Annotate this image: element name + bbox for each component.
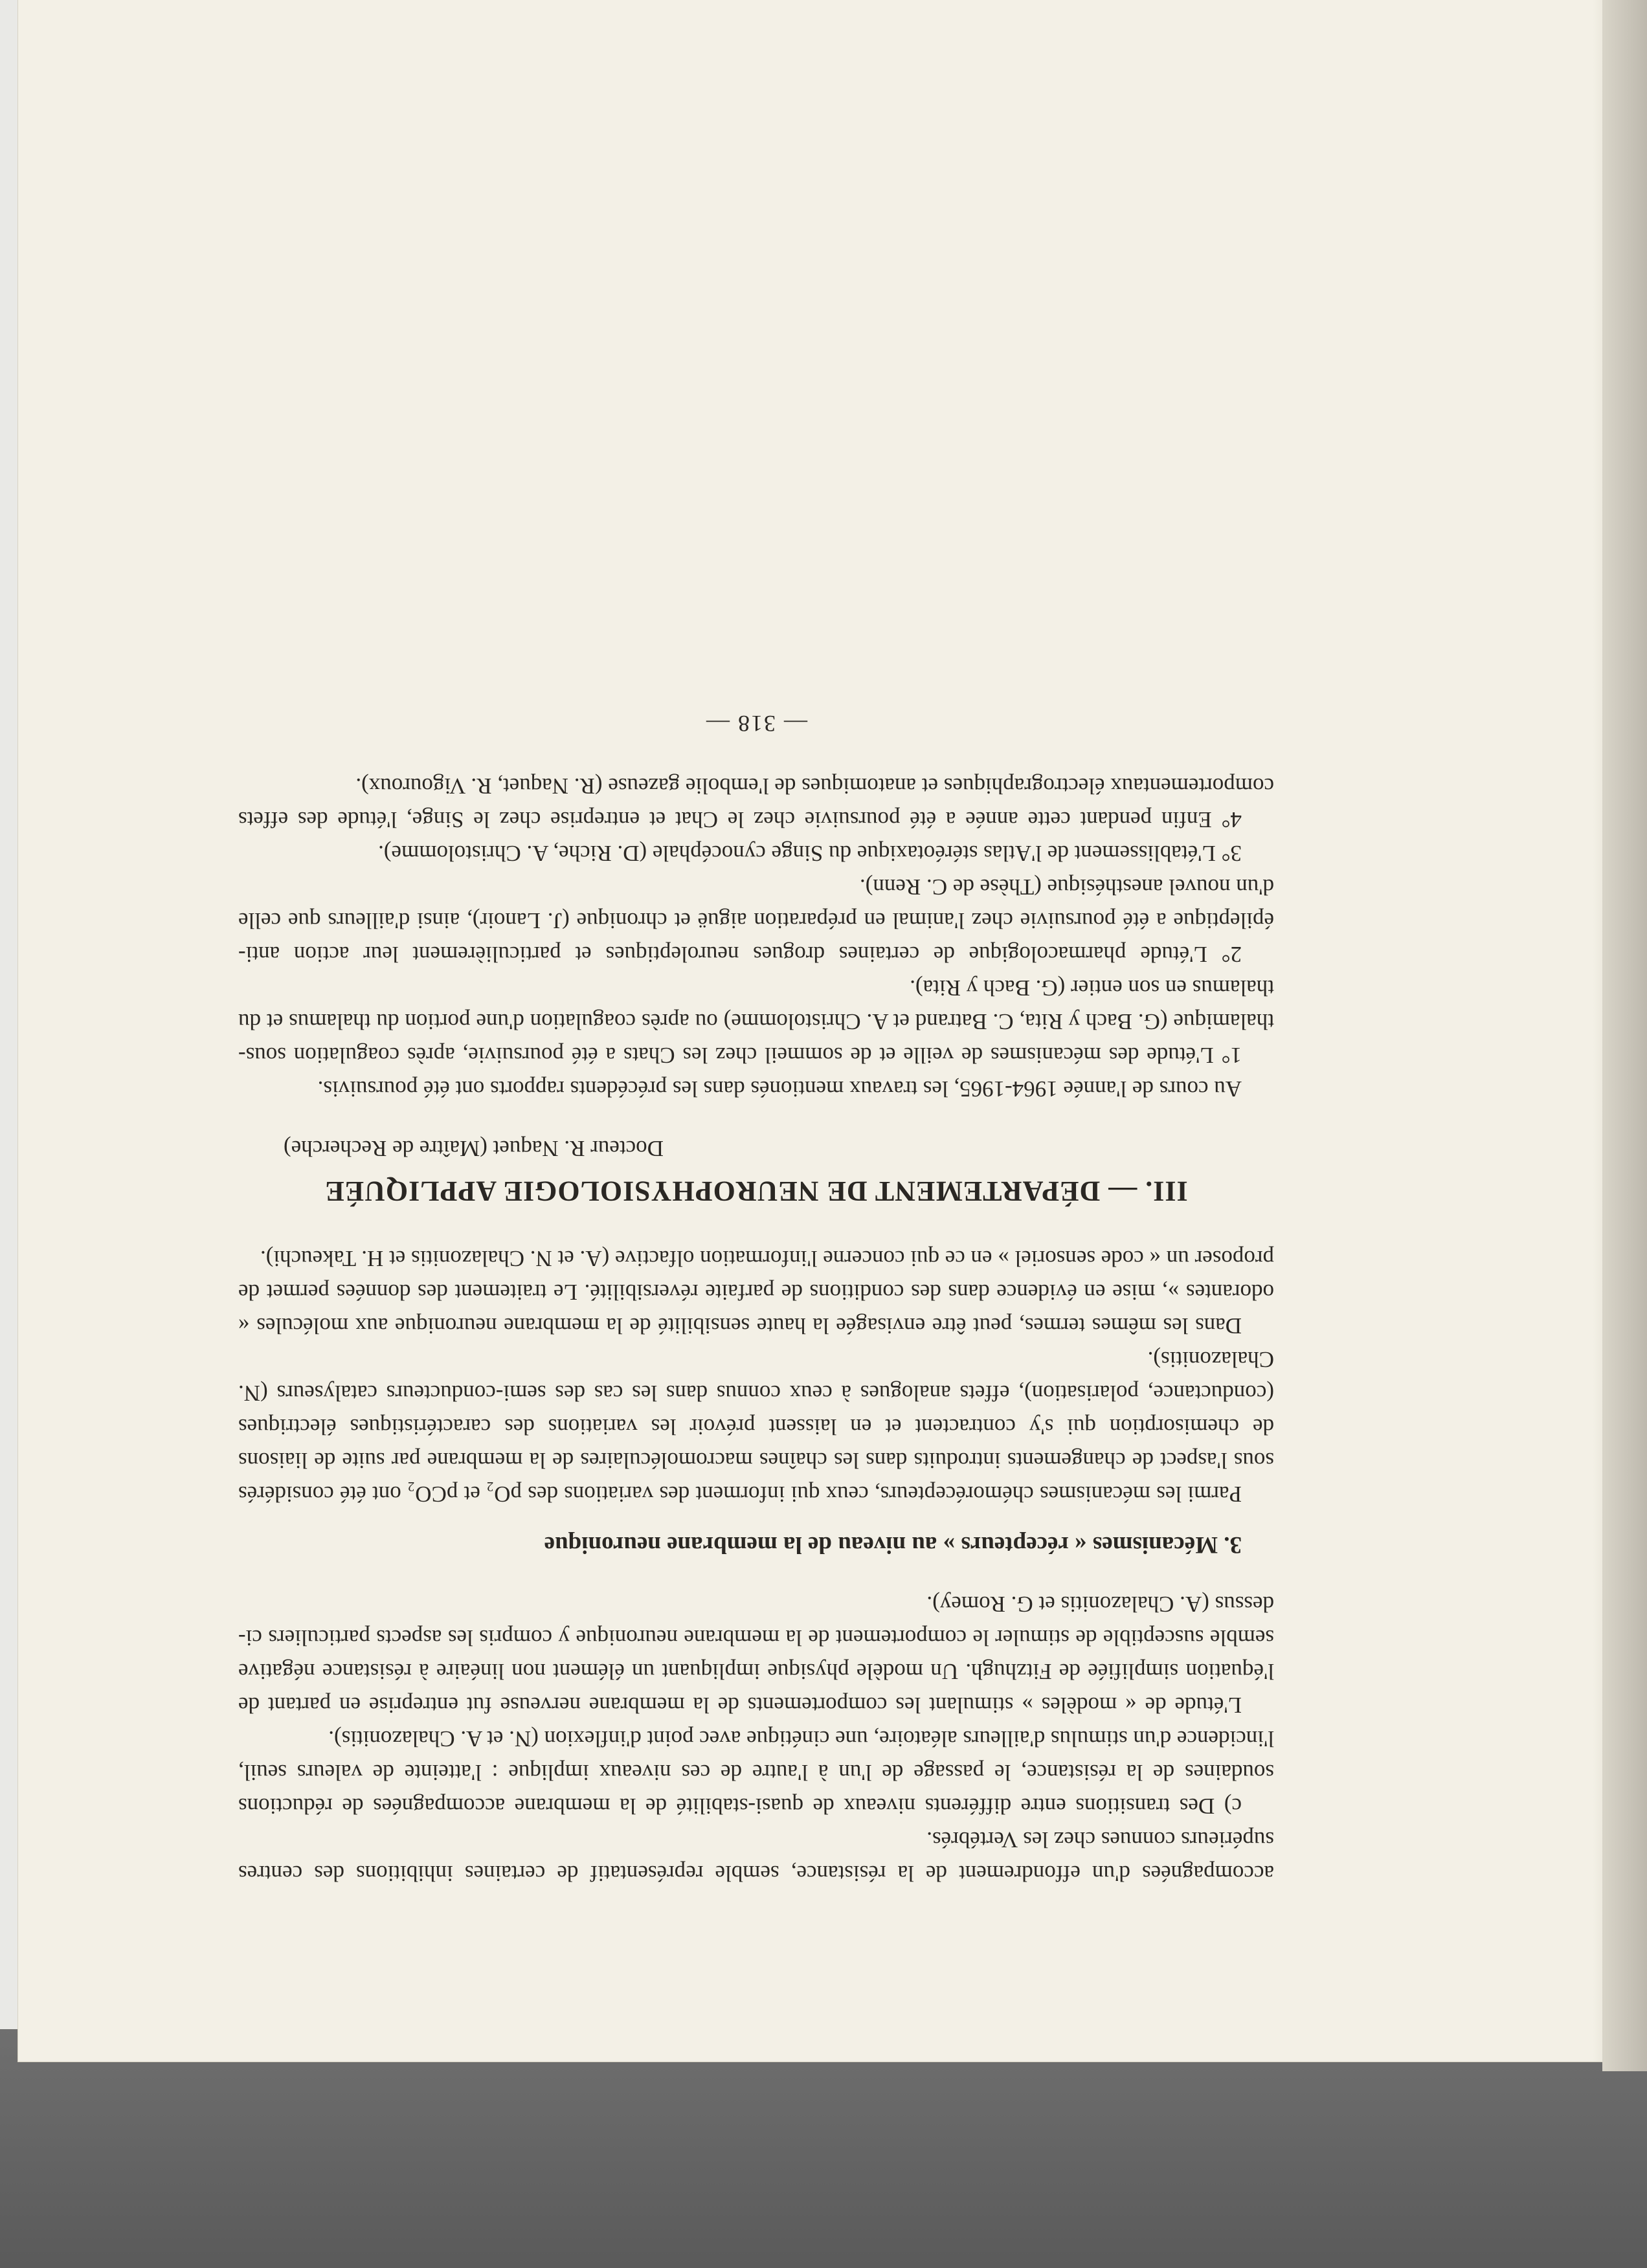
paragraph-top-2: L'étude de « modèles » stimulant les comportements de la membrane nerveuse fut entreprise en partant de l'équation simplifiée de Fitzhugh. Un modèle physique impliquant un élément non linéaire à résistance négative semble susceptible de stimuler le comportement de la membrane neuronique y compris les aspects particuliers ci-dessus (A. Chalazonitis et G. Romey). — [238, 1592, 1274, 1718]
paragraph-top-1: c) Des transitions entre différents niveaux de quasi-stabilité de la membrane accompagnées de réductions soudaines de la résistance, le passage de l'un à l'autre de ces niveaux implique : l'atteinte de valeurs seuil, l'incidence d'un stimulus d'ailleurs aléatoire, une cinétique avec point d'inflexion (N. et A. Chalazonitis). — [238, 1726, 1274, 1819]
paragraph-bottom-2: 2° L'étude pharmacologique de certaines drogues neuroleptiques et particulièrement leur action anti-épileptique a été poursuivie chez l'animal en préparation aiguë et chronique (J. Lanoir), ainsi d'ailleurs que celle d'un nouvel anesthésique (Thèse de C. Renn). — [238, 874, 1274, 967]
paragraph-bottom-1: 1° L'étude des mécanismes de veille et de sommeil chez les Chats a été poursuivie, après coagulation sous-thalamique (G. Bach y Rita, C. Batrand et A. Christolomme) ou après coagulation d'une portion du thalamus et du thalamus en son entier (G. Bach y Rita). — [238, 975, 1274, 1068]
paragraph-bottom-0: Au cours de l'année 1964-1965, les travaux mentionés dans les précédents rapports ont été poursuivis. — [317, 1076, 1242, 1102]
paragraph-top-0: accompagnées d'un effondrement de la résistance, semble représentatif de certaines inhibitions des centres supérieurs connues chez les Vertébrés. — [238, 1827, 1274, 1886]
paragraph-mid-0: Parmi les mécanismes chémorécepteurs, ceux qui informent des variations des pO₂ et pCO₂ ont été considérés sous l'aspect de changements introduits dans les chaînes macromoléculaires de la membrane par suite de liaisons de chemisorption qui s'y contractent et en laissent prévoir les variations des caractéristiques électriques (conductance, polarisation), effets analogues à ceux connus dans les cas des semi-conducteurs catalyseurs (N. Chalazonitis). — [238, 1347, 1274, 1507]
page-number: — 318 — — [705, 711, 807, 737]
page-text-block — [238, 207, 1274, 1890]
next-page-edge — [1602, 0, 1647, 2071]
department-head: Docteur R. Naquet (Maître de Recherche) — [284, 1136, 664, 1161]
book-page — [18, 0, 1631, 2062]
paragraph-mid-1: Dans les mêmes termes, peut être envisagée la haute sensibilité de la membrane neuronique aux molécules « odorantes », mise en évidence dans des conditions de parfaite réversibilité. Le traitement des données permet de proposer un « code sensoriel » en ce qui concerne l'information olfactive (A. et N. Chalazonitis et H. Takeuchi). — [238, 1246, 1274, 1339]
scanner-bed-shadow — [0, 2029, 1647, 2268]
paragraph-bottom-3: 3° L'établissement de l'Atlas stéréotaxique du Singe cynocéphale (D. Riche, A. Christolomme). — [378, 841, 1242, 866]
paragraph-bottom-4: 4° Enfin pendant cette année a été poursuivie chez le Chat et entreprise chez le Singe, l'étude des effets comportementaux électrographiques et anatomiques de l'embolie gazeuse (R. Naquet, R. Vigouroux). — [238, 773, 1274, 832]
section-heading: 3. Mécanismes « récepteurs » au niveau de la membrane neuronique — [544, 1531, 1242, 1558]
department-title: III. — DÉPARTEMENT DE NEUROPHYSIOLOGIE APPLIQUÉE — [324, 1175, 1188, 1207]
